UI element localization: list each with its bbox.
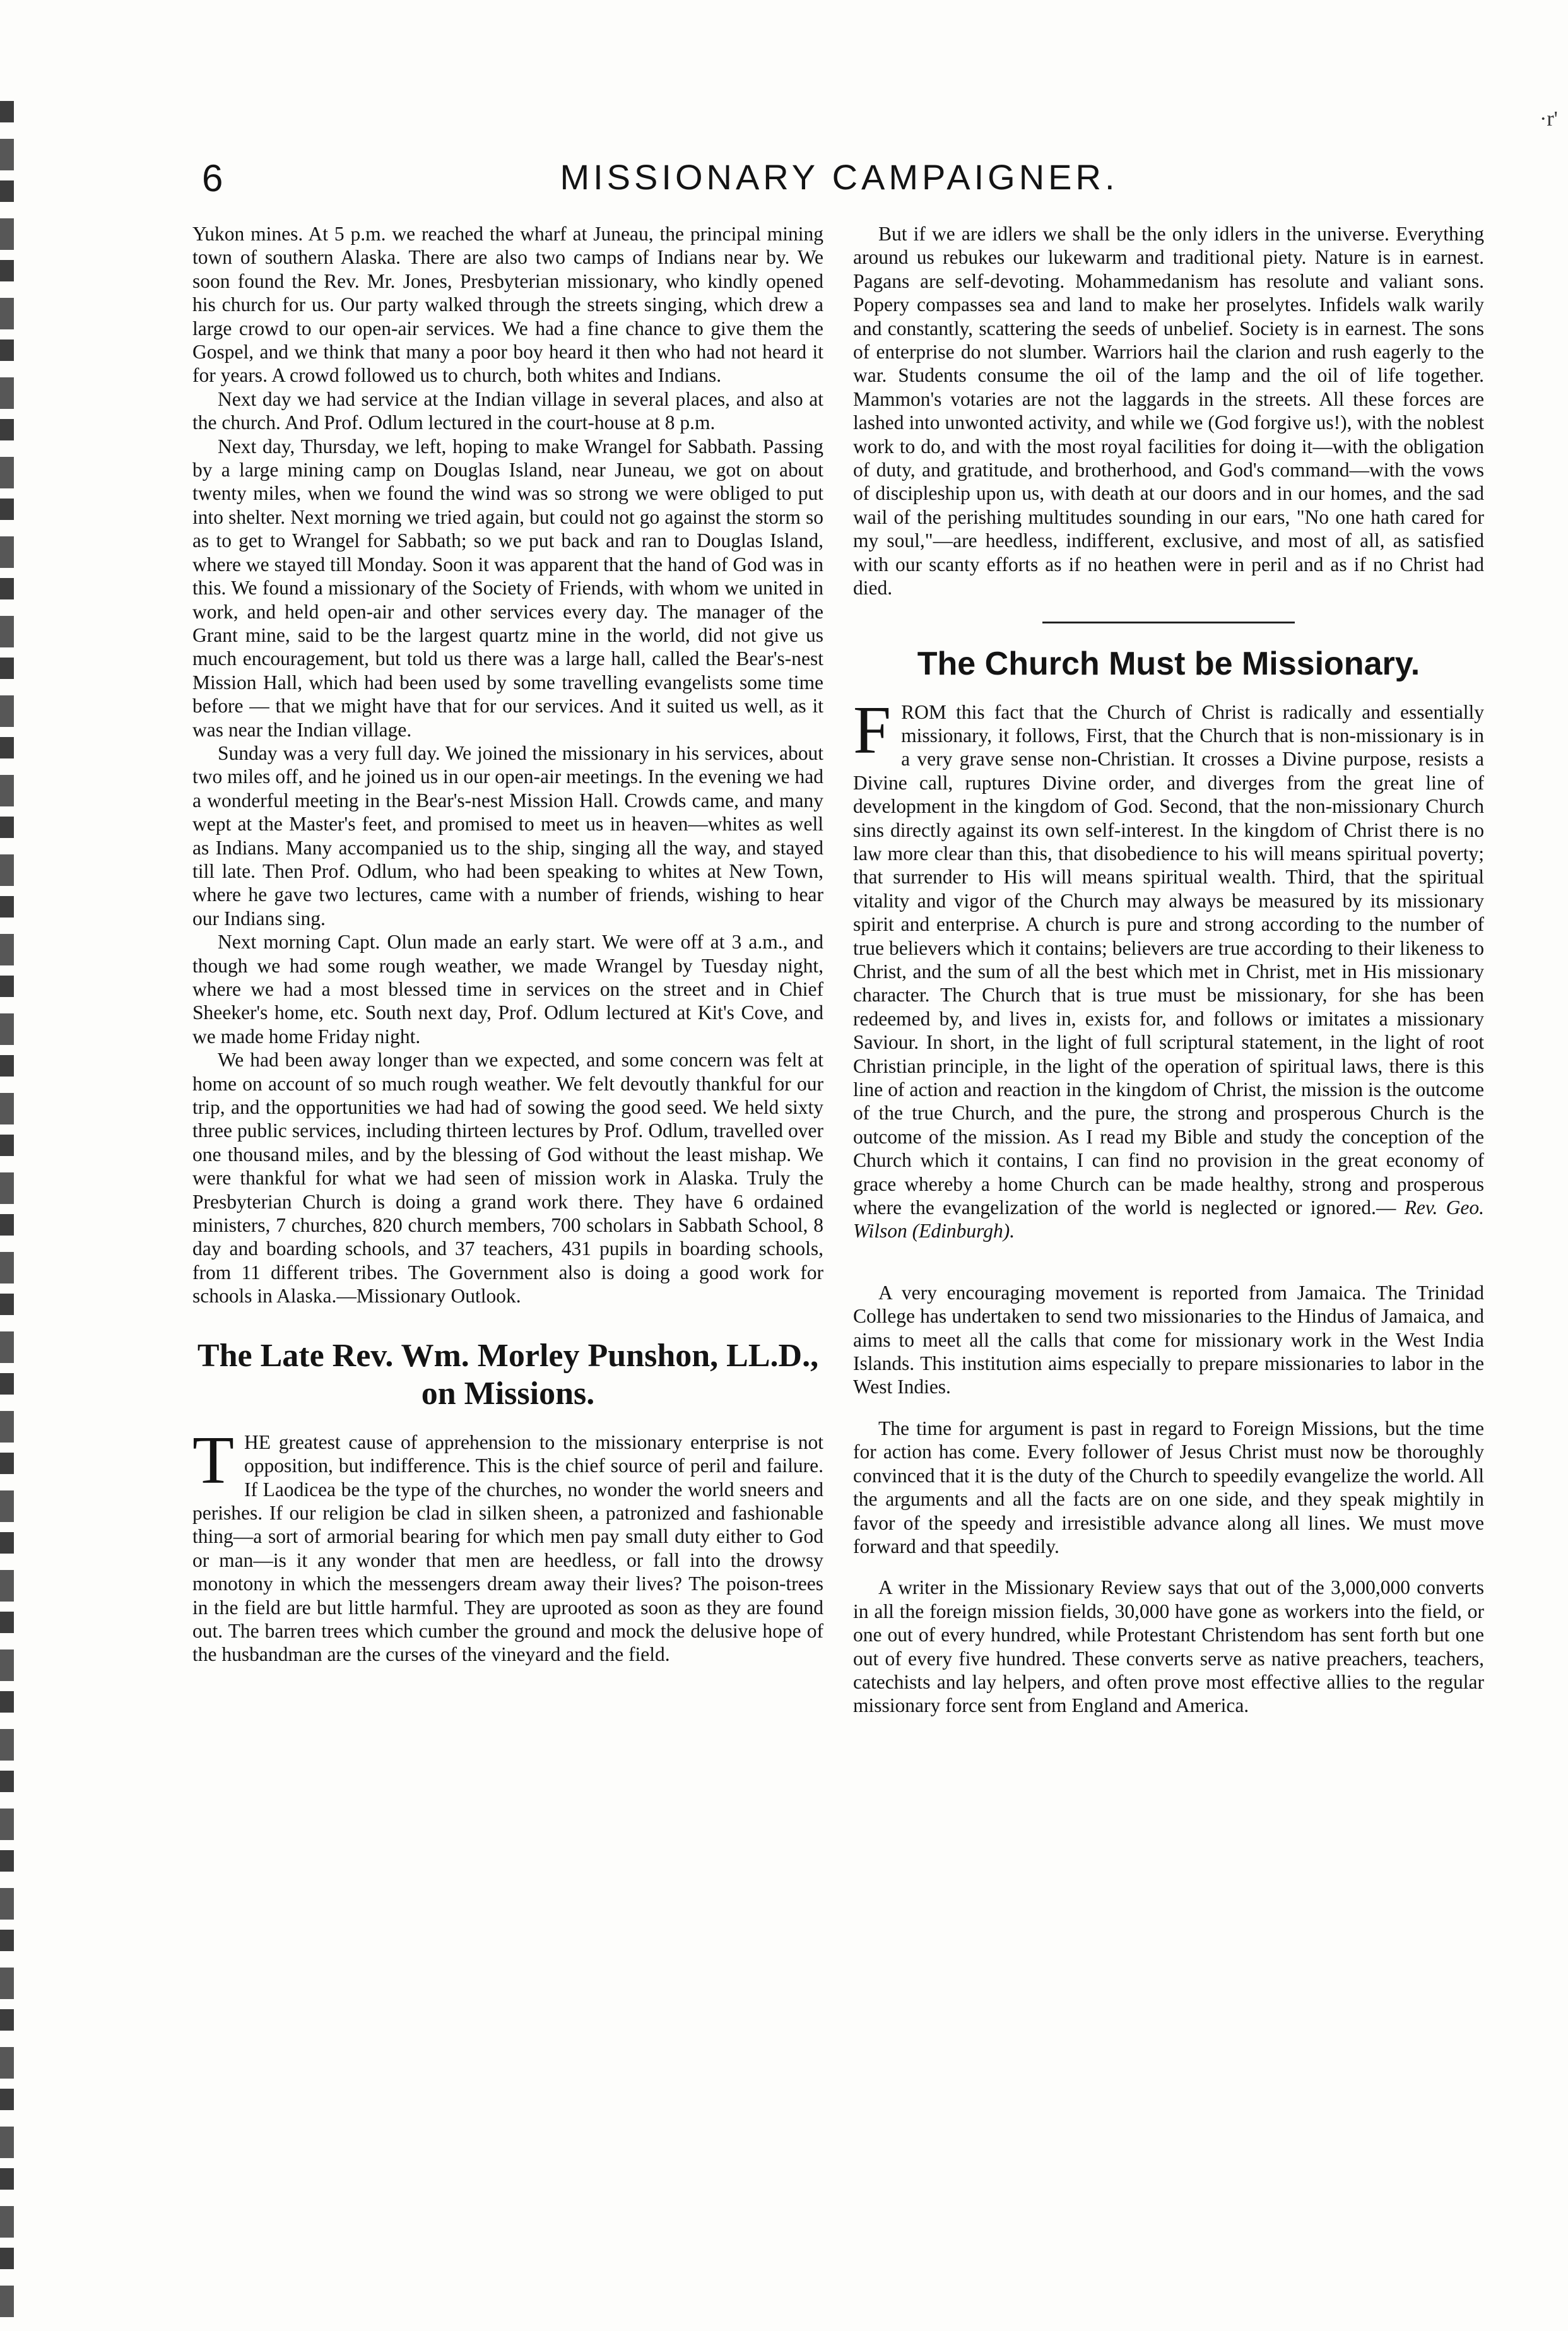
idlers-paragraph: But if we are idlers we shall be the only idlers in the universe. Everything around us rebukes our lukewarm and traditional piety. Nature is in earnest. Pagans are self-devoting. Mohammedanism has resolute and valiant sons. Popery compasses sea and land to make her proselytes. Infidels walk warily and constantly, scattering the seeds of unbelief. Society is in earnest. The sons of enterprise do not slumber. Warriors hail the clarion and rush eagerly to the war. Students consume the oil of the lamp and the oil of life together. Mammon's votaries are not the laggards in the streets. All these forces are lashed into unwonted activity, and while we (God forgive us!), with the noblest work to do, and with the most royal facilities for doing it—with the obligation of duty, and gratitude, and brotherhood, and God's command—with the vows of discipleship upon us, with death at our doors and in our homes, and the sad wail of the perishing multitudes sounding in our ears, "No one hath cared for my soul,"—are heedless, indifferent, exclusive, and most of all, as satisfied with our scanty efforts as if no heathen were in peril and as if no Christ had died. (853, 223, 1484, 599)
scan-corner-mark: ·r' (1540, 107, 1558, 131)
page-number: 6 (202, 157, 223, 199)
article-paragraph: Next day, Thursday, we left, hoping to make Wrangel for Sabbath. Passing by a large mining camp on Douglas Island, near Juneau, we got on about twenty miles, when we found the wind was so strong we were obliged to put into shelter. Next morning we tried again, but could not go against the storm so as to get to Wrangel for Sabbath; so we put back and ran to Douglas Island, where we stayed till Monday. Soon it was apparent that the hand of God was in this. We found a missionary of the Society of Friends, with whom we united in work, and held open-air and other services every day. The manager of the Grant mine, said to be the largest quartz mine in the world, did not give us much encouragement, but told us there was a large hall, called the Bear's-nest Mission Hall, which had been used by some travelling evangelists some time before — that we might have that for our services. And it suited us well, as it was near the Indian village. (192, 435, 823, 741)
news-note: A very encouraging movement is reported from Jamaica. The Trinidad College has undertaken to send two missionaries to the Hindus of Jamaica, and aims to meet all the calls that come for missionary work in the West India Islands. This institution aims especially to prepare missionaries to labor in the West Indies. (853, 1281, 1484, 1398)
section-divider (1042, 622, 1295, 623)
page-header (202, 156, 1477, 207)
article-paragraph: Next day we had service at the Indian village in several places, and also at the church. And Prof. Odlum lectured in the court-house at 8 p.m. (192, 387, 823, 434)
right-column (853, 222, 1484, 1718)
news-note: A writer in the Missionary Review says that out of the 3,000,000 converts in all the foreign mission fields, 30,000 have gone as workers into the field, or one out of every hundred, while Protestant Christendom has sent forth but one out of every five hundred. These converts serve as native preachers, teachers, catechists and lay helpers, and often prove most effective allies to the regular missionary force sent from England and America. (853, 1576, 1484, 1717)
article-paragraph: We had been away longer than we expected, and some concern was felt at home on account of so much rough weather. We felt devoutly thankful for our trip, and the opportunities we had had of sowing the good seed. We held sixty three public services, including thirteen lectures by Prof. Odlum, travelled over one thousand miles, and by the blessing of God without the least mishap. We were thankful for what we had seen of mission work in Alaska. Truly the Presbyterian Church is doing a grand work there. They have 6 ordained ministers, 7 churches, 820 church members, 700 scholars in Sabbath School, 8 day and boarding schools, and 37 teachers, 431 pupils in boarding schools, from 11 different tribes. The Government also is doing a good work for schools in Alaska.—Missionary Outlook. (192, 1049, 823, 1307)
church-attribution: Rev. Geo. Wilson (Edinburgh). (853, 1196, 1484, 1242)
binding-edge (0, 101, 14, 2322)
article-paragraph: Sunday was a very full day. We joined the missionary in his services, about two miles off, and he joined us in our open-air meetings. In the evening we had a wonderful meeting in the Bear's-nest Mission Hall. Crowds came, and many wept at the Master's feet, and promised to meet us in heaven—whites as well as Indians. Many accompanied us to the ship, singing all the way, and stayed till late. Then Prof. Odlum, who had been speaking to whites at New Town, where he gave two lectures, came with a number of friends, wishing to hear our Indians sing. (192, 741, 823, 929)
news-note: The time for argument is past in regard to Foreign Missions, but the time for action has come. Every follower of Jesus Christ must now be thoroughly convinced that it is the duty of the Church to speedily evangelize the world. All the arguments and all the facts are on one side, and they speak mightily in favor of the speedy and irresistible advance along all lines. We must move forward and that speedily. (853, 1417, 1484, 1557)
punshon-paragraph (192, 1422, 823, 1667)
drop-cap: F (853, 692, 892, 768)
article-paragraph: Next morning Capt. Olun made an early start. We were off at 3 a.m., and though we had some rough weather, we made Wrangel by Tuesday night, where we had a most blessed time in services on the street and in Chief Sheeker's home, etc. South next day, Prof. Odlum lectured at Kit's Cove, and we made home Friday night. (192, 931, 823, 1047)
punshon-heading: The Late Rev. Wm. Morley Punshon, LL.D., on Missions. (197, 1337, 819, 1412)
drop-cap: T (192, 1422, 234, 1498)
church-paragraph (853, 692, 1484, 1243)
left-column (192, 222, 823, 1667)
church-heading: The Church Must be Missionary. (917, 645, 1420, 682)
punshon-text: HE greatest cause of apprehension to the missionary enterprise is not opposition, but indifference. This is the chief source of peril and failure. If Laodicea be the type of the churches, no wonder the world sneers and perishes. If our religion be clad in silken sheen, a patronized and fashionable thing—a sort of armorial bearing for which men pay small duty either to God or man—is it any wonder that men are heedless, or fall into the drowsy monotony in which the messengers dream away their lives? The poison-trees in the field are but little harmful. They are uprooted as soon as they are found out. The barren trees which cumber the ground and mock the delusive hope of the husbandman are the curses of the vineyard and the field. (192, 1431, 823, 1666)
church-text: ROM this fact that the Church of Christ is radically and essentially missionary, it follows, First, that the Church that is non-missionary is in a very grave sense non-Christian. It crosses a Divine purpose, resists a Divine call, ruptures Divine order, and diverges from the great line of development in the kingdom of God. Second, that the non-missionary Church sins directly against its own self-interest. In the kingdom of Christ there is no law more clear than this, that disobedience to his will means spiritual poverty; that surrender to His will means spiritual wealth. Third, that the spiritual vitality and vigor of the Church may always be measured by its missionary spirit and enterprise. A church is pure and strong according to the number of true believers which it contains; believers are true according to their likeness to Christ, and the sum of all the best which met in Christ, met in His missionary character. The Church that is true must be missionary, for she has been redeemed by, and lives in, exists for, and follows or imitates a missionary Saviour. In short, in the light of full scriptural statement, in the light of root Christian principle, in the light of the operation of spiritual laws, there is this line of action and reaction in the kingdom of Christ, the mission is the outcome of the true Church, and the pure, the strong and prosperous Church is the outcome of the mission. As I read my Bible and study the conception of the Church which it contains, I can find no provision in the great economy of grace whereby a home Church can be made healthy, strong and prosperous where the evangelization of the world is neglected or ignored.— (853, 700, 1484, 1219)
running-title: MISSIONARY CAMPAIGNER. (560, 157, 1119, 197)
article-paragraph: Yukon mines. At 5 p.m. we reached the wharf at Juneau, the principal mining town of southern Alaska. There are also two camps of Indians near by. We soon found the Rev. Mr. Jones, Presbyterian missionary, who kindly opened his church for us. Our party walked through the streets singing, which drew a large crowd to our open-air services. We had a fine chance to give them the Gospel, and we think that many a poor boy heard it then who had not heard it for years. A crowd followed us to church, both whites and Indians. (192, 223, 823, 387)
